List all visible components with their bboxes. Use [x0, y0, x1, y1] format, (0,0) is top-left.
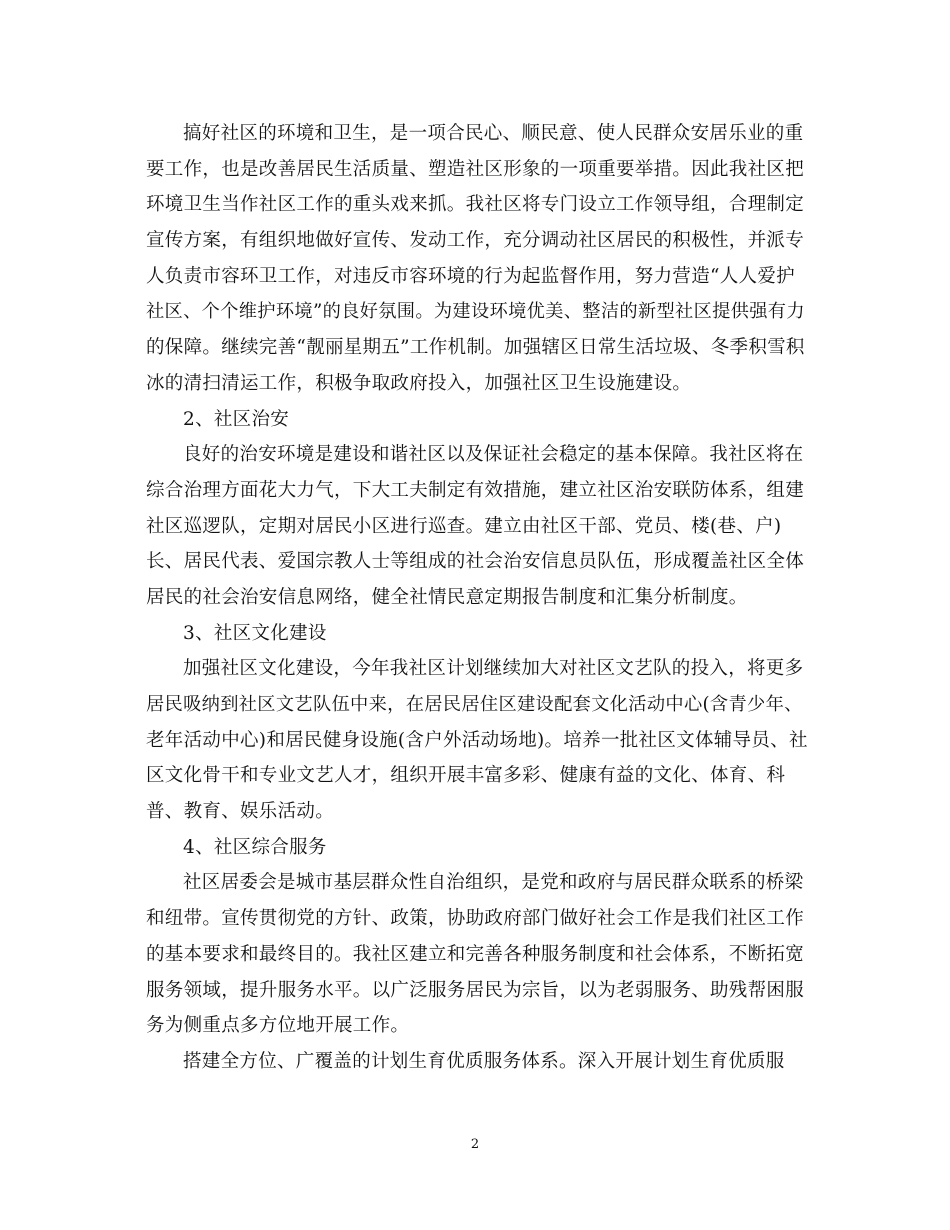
- text-line: 宣传方案，有组织地做好宣传、发动工作，充分调动社区居民的积极性，并派专: [146, 230, 805, 252]
- text-line: 和纽带。宣传贯彻党的方针、政策，协助政府部门做好社会工作是我们社区工作: [146, 908, 805, 930]
- text-line: 良好的治安环境是建设和谐社区以及保证社会稳定的基本保障。我社区将在: [183, 444, 804, 466]
- document-body: [146, 116, 808, 1080]
- text-line: 搞好社区的环境和卫生，是一项合民心、顺民意、使人民群众安居乐业的重: [183, 123, 804, 144]
- text-line: 环境卫生当作社区工作的重头戏来抓。我社区将专门设立工作领导组，合理制定: [146, 194, 805, 216]
- text-line: 的基本要求和最终目的。我社区建立和完善各种服务制度和社会体系，不断拓宽: [146, 943, 805, 965]
- text-line: 社区巡逻队，定期对居民小区进行巡查。建立由社区干部、党员、楼(巷、户): [146, 515, 782, 537]
- text-line: 服务领域，提升服务水平。以广泛服务居民为宗旨，以为老弱服务、助残帮困服: [146, 979, 805, 1001]
- text-line: 要工作，也是改善居民生活质量、塑造社区形象的一项重要举措。因此我社区把: [146, 158, 805, 180]
- text-line: 普、教育、娱乐活动。: [146, 801, 335, 823]
- text-line: 4、社区综合服务: [183, 836, 327, 858]
- text-line: 居民的社会治安信息网络，健全社情民意定期报告制度和汇集分析制度。: [146, 586, 748, 608]
- text-line: 社区居委会是城市基层群众性自治组织，是党和政府与居民群众联系的桥梁: [183, 872, 804, 894]
- text-line: 务为侧重点多方位地开展工作。: [146, 1015, 410, 1037]
- text-line: 加强社区文化建设，今年我社区计划继续加大对社区文艺队的投入，将更多: [183, 658, 804, 680]
- text-line: 搭建全方位、广覆盖的计划生育优质服务体系。深入开展计划生育优质服: [183, 1050, 785, 1072]
- text-line: 3、社区文化建设: [183, 622, 327, 644]
- text-line: 人负责市容环卫工作，对违反市容环境的行为起监督作用，努力营造“人人爱护: [146, 265, 795, 287]
- text-line: 的保障。继续完善“靓丽星期五”工作机制。加强辖区日常生活垃圾、冬季积雪积: [146, 337, 805, 359]
- text-line: 长、居民代表、爱国宗教人士等组成的社会治安信息员队伍，形成覆盖社区全体: [146, 551, 805, 573]
- page-number: 2: [470, 1137, 480, 1152]
- text-line: 居民吸纳到社区文艺队伍中来，在居民居住区建设配套文化活动中心(含青少年、: [146, 694, 803, 715]
- text-line: 老年活动中心)和居民健身设施(含户外活动场地)。培养一批社区文体辅导员、社: [146, 729, 808, 751]
- text-line: 区文化骨干和专业文艺人才，组织开展丰富多彩、健康有益的文化、体育、科: [146, 765, 786, 787]
- text-line: 综合治理方面花大力气，下大工夫制定有效措施，建立社区治安联防体系，组建: [146, 479, 805, 501]
- text-line: 社区、个个维护环境”的良好氛围。为建设环境优美、整洁的新型社区提供强有力: [146, 301, 805, 323]
- text-line: 冰的清扫清运工作，积极争取政府投入，加强社区卫生设施建设。: [146, 372, 692, 394]
- text-line: 2、社区治安: [183, 408, 290, 430]
